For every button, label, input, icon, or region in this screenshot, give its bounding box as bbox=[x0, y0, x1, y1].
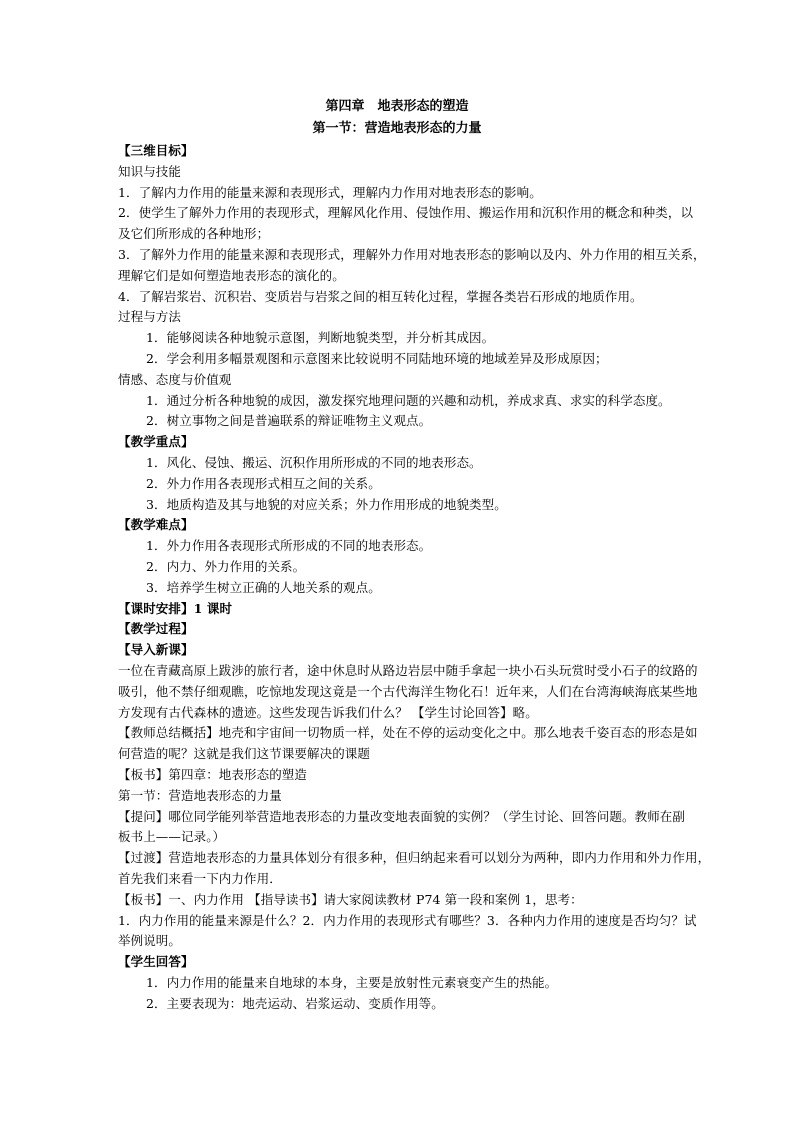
text-line: 【教师总结概括】地壳和宇宙间一切物质一样，处在不停的运动变化之中。那么地表千姿百态的形态是如 bbox=[118, 725, 698, 741]
text-line: 2．外力作用各表现形式相互之间的关系。 bbox=[146, 475, 381, 491]
text-line: 3．了解外力作用的能量来源和表现形式，理解外力作用对地表形态的影响以及内、外力作用的相互关系， bbox=[118, 247, 706, 262]
text-line: 【板书】一、内力作用 【指导读书】请大家阅读教材 P74 第一段和案例 1，思考： bbox=[118, 891, 583, 907]
text-line: 3．地质构造及其与地貌的对应关系；外力作用形成的地貌类型。 bbox=[146, 496, 507, 512]
text-line: 【过渡】营造地表形态的力量具体划分有很多种，但归纳起来看可以划分为两种，即内力作用和外力作用， bbox=[118, 850, 711, 866]
text-line: 1．内力作用的能量来自地球的本身，主要是放射性元素衰变产生的热能。 bbox=[146, 975, 558, 990]
text-line: 1．内力作用的能量来源是什么？2．内力作用的表现形式有哪些？3．各种内力作用的速度是否均匀？试 bbox=[118, 912, 697, 928]
text-line: 知识与技能 bbox=[118, 163, 182, 179]
text-line: 4．了解岩浆岩、沉积岩、变质岩与岩浆之间的相互转化过程，掌握各类岩石形成的地质作用。 bbox=[118, 288, 643, 304]
text-line: 何营造的呢？这就是我们这节课要解决的课题 bbox=[118, 746, 371, 762]
section-title: 第一节：营造地表形态的力量 bbox=[312, 121, 482, 136]
text-line: 理解它们是如何塑造地表形态的演化的。 bbox=[118, 267, 345, 283]
text-line: 板书上——记录。） bbox=[118, 829, 226, 845]
text-line: 1．了解内力作用的能量来源和表现形式，理解内力作用对地表形态的影响。 bbox=[118, 184, 542, 200]
text-line: 过程与方法 bbox=[118, 309, 182, 325]
text-line: 2．使学生了解外力作用的表现形式，理解风化作用、侵蚀作用、搬运作用和沉积作用的概念和种类，以 bbox=[118, 205, 694, 221]
text-line: 【课时安排】1 课时 bbox=[118, 600, 233, 616]
text-line: 【教学过程】 bbox=[118, 621, 194, 637]
text-line: 【提问】哪位同学能列举营造地表形态的力量改变地表面貌的实例？（学生讨论、回答问题。教师在副 bbox=[118, 808, 686, 824]
text-line: 【导入新课】 bbox=[118, 642, 194, 658]
text-line: 2．内力、外力作用的关系。 bbox=[146, 559, 306, 574]
chapter-title: 第四章 地表形态的塑造 bbox=[325, 99, 469, 114]
text-line: 【学生回答】 bbox=[118, 954, 194, 970]
text-line: 首先我们来看一下内力作用． bbox=[118, 871, 282, 886]
text-line: 【板书】第四章：地表形态的塑造 bbox=[118, 767, 308, 782]
text-line: 一位在青藏高原上跋涉的旅行者，途中休息时从路边岩层中随手拿起一块小石头玩赏时受小石子的纹路的 bbox=[118, 663, 698, 678]
text-line: 方发现有古代森林的遗迹。这些发现告诉我们什么？ 【学生讨论回答】略。 bbox=[118, 704, 538, 720]
text-line: 2．主要表现为：地壳运动、岩浆运动、变质作用等。 bbox=[146, 995, 444, 1011]
text-line: 【教学重点】 bbox=[118, 434, 194, 450]
text-line: 1．能够阅读各种地貌示意图，判断地貌类型，并分析其成因。 bbox=[146, 330, 495, 346]
text-line: 举例说明。 bbox=[118, 933, 182, 949]
text-line: 第一节：营造地表形态的力量 bbox=[118, 787, 282, 803]
text-line: 情感、态度与价值观 bbox=[118, 371, 232, 387]
text-line: 1．风化、侵蚀、搬运、沉积作用所形成的不同的地表形态。 bbox=[146, 455, 482, 470]
text-line: 3．培养学生树立正确的人地关系的观点。 bbox=[146, 579, 381, 595]
text-line: 【三维目标】 bbox=[118, 143, 194, 158]
text-line: 2．学会利用多幅景观图和示意图来比较说明不同陆地环境的地域差异及形成原因； bbox=[146, 351, 608, 366]
text-line: 【教学难点】 bbox=[118, 517, 194, 533]
text-line: 2．树立事物之间是普遍联系的辩证唯物主义观点。 bbox=[146, 413, 432, 429]
text-line: 1．外力作用各表现形式所形成的不同的地表形态。 bbox=[146, 538, 432, 554]
text-line: 1．通过分析各种地貌的成因，激发探究地理问题的兴趣和动机，养成求真、求实的科学态度。 bbox=[146, 392, 671, 408]
text-line: 及它们所形成的各种地形； bbox=[118, 226, 270, 242]
text-line: 吸引，他不禁仔细观瞧，吃惊地发现这竟是一个古代海洋生物化石！近年来，人们在台湾海峡海底某些地 bbox=[118, 683, 698, 699]
